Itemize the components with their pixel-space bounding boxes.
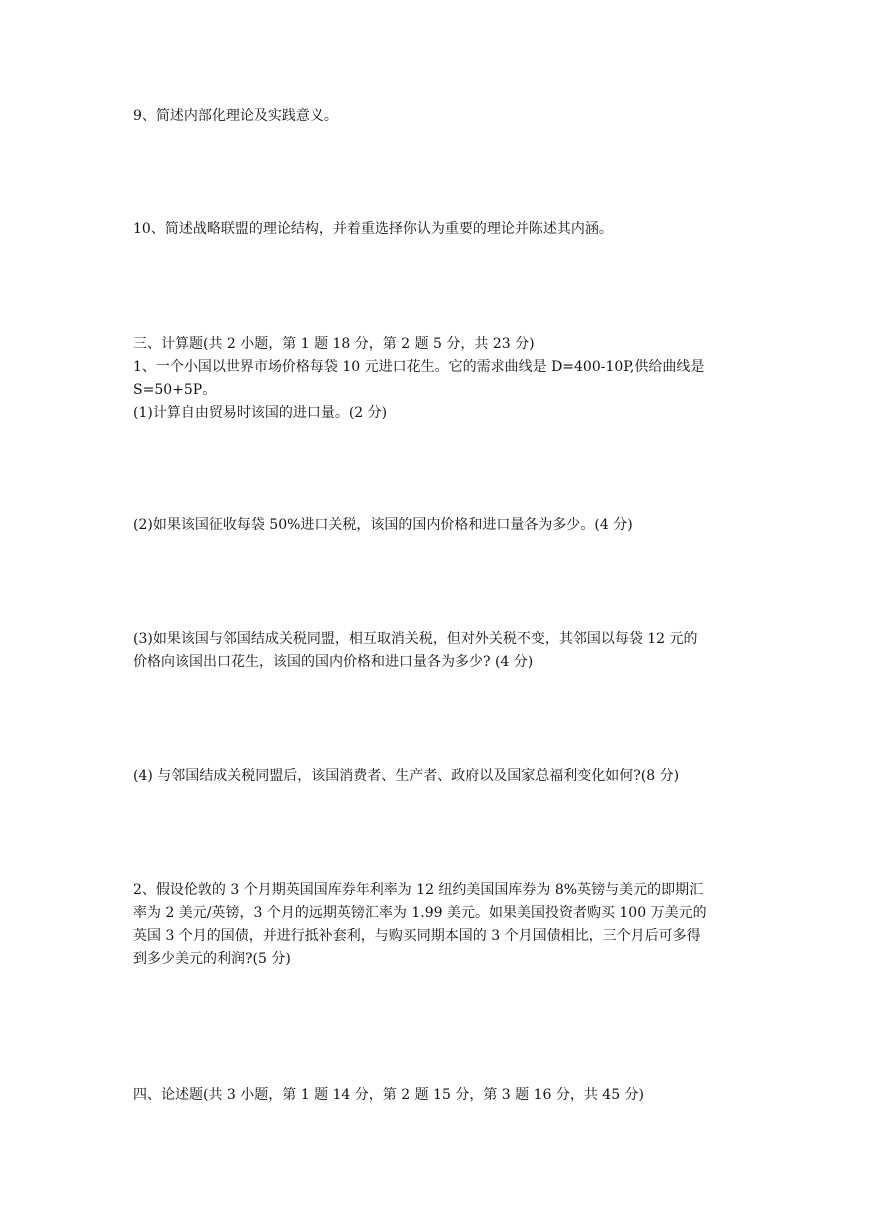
- question-9: 9、简述内部化理论及实践意义。: [133, 108, 338, 124]
- problem-1-part-3-line-2: 价格向该国出口花生，该国的国内价格和进口量各为多少? (4 分): [133, 654, 534, 670]
- problem-2-line-1: 2、假设伦敦的 3 个月期英国国库券年利率为 12 纽约美国国库券为 8%英镑与美元的即期汇: [133, 882, 704, 898]
- problem-1-intro-line-1: 1、一个小国以世界市场价格每袋 10 元进口花生。它的需求曲线是 D=400-10P,供给曲线是: [133, 359, 705, 375]
- section-4-heading: 四、论述题(共 3 小题，第 1 题 14 分，第 2 题 15 分，第 3 题 16 分，共 45 分): [133, 1087, 645, 1103]
- problem-1-part-2: (2)如果该国征收每袋 50%进口关税，该国的国内价格和进口量各为多少。(4 分): [133, 517, 633, 533]
- problem-2-line-2: 率为 2 美元/英镑，3 个月的远期英镑汇率为 1.99 美元。如果美国投资者购买 100 万美元的: [133, 905, 707, 921]
- problem-1-part-1: (1)计算自由贸易时该国的进口量。(2 分): [133, 405, 388, 421]
- problem-1-part-3-line-1: (3)如果该国与邻国结成关税同盟，相互取消关税，但对外关税不变，其邻国以每袋 12 元的: [133, 631, 698, 647]
- section-3-heading: 三、计算题(共 2 小题，第 1 题 18 分，第 2 题 5 分，共 23 分): [133, 336, 535, 352]
- question-10: 10、简述战略联盟的理论结构，并着重选择你认为重要的理论并陈述其内涵。: [133, 221, 613, 237]
- problem-2-line-4: 到多少美元的利润?(5 分): [133, 951, 291, 967]
- problem-2-line-3: 英国 3 个月的国债，并进行抵补套利，与购买同期本国的 3 个月国债相比，三个月后可多得: [133, 928, 701, 944]
- problem-1-intro-line-2: S=50+5P。: [133, 382, 217, 398]
- problem-1-part-4: (4) 与邻国结成关税同盟后，该国消费者、生产者、政府以及国家总福利变化如何?(8 分): [133, 768, 680, 784]
